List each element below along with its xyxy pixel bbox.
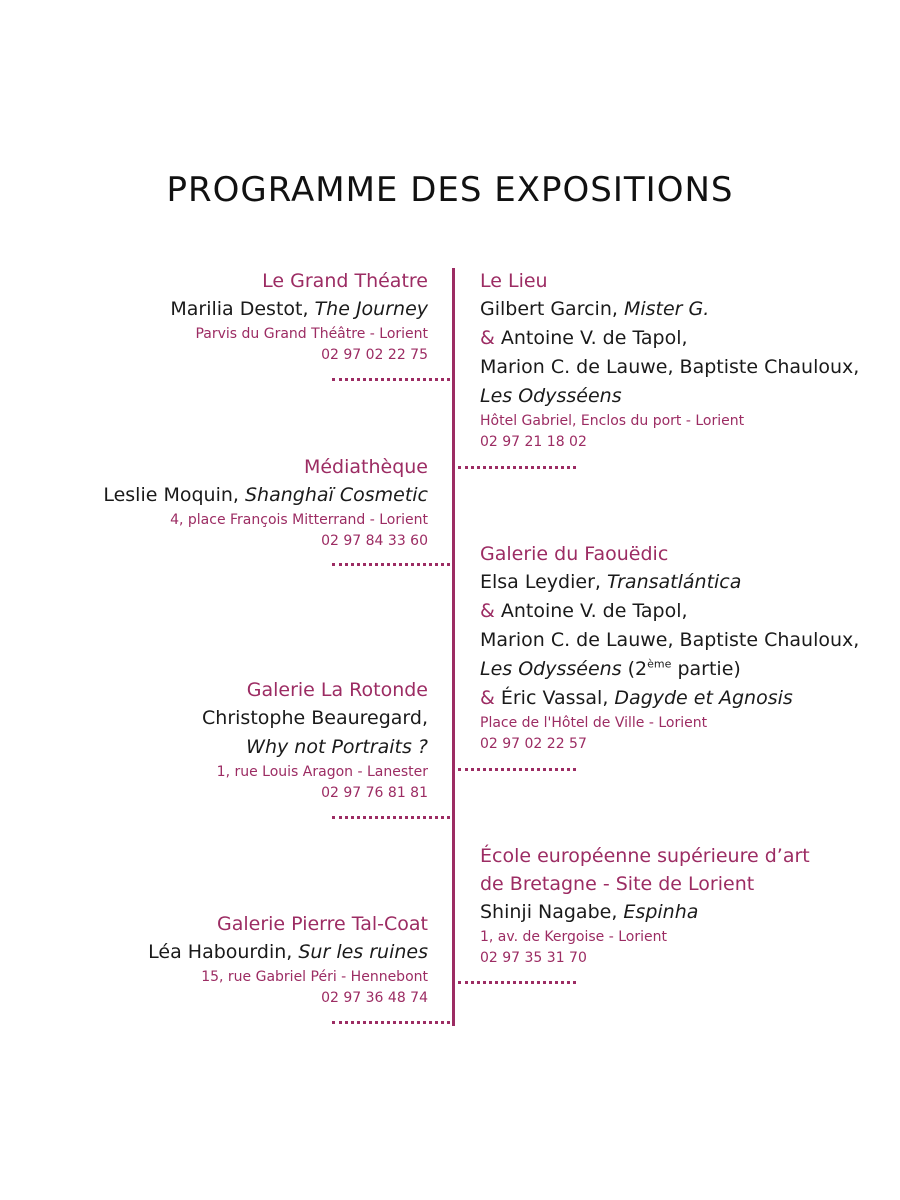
dotted-connector — [458, 768, 576, 771]
page-title: PROGRAMME DES EXPOSITIONS — [166, 170, 734, 210]
artist-line — [480, 324, 859, 353]
venue-phone: 02 97 21 18 02 — [480, 434, 587, 450]
venue-name: Le Lieu — [480, 270, 548, 292]
artist-line — [480, 568, 859, 597]
venue-address: Place de l'Hôtel de Ville - Lorient — [480, 715, 708, 731]
work-title: Mister G. — [623, 298, 710, 320]
artist-name: Éric Vassal, — [494, 687, 615, 709]
venue-phone: 02 97 35 31 70 — [480, 950, 587, 966]
work-title: Shanghaï Cosmetic — [244, 484, 428, 506]
timeline-vertical-line — [452, 268, 455, 1026]
artist-line — [103, 481, 428, 510]
venue-name: Galerie du Faouëdic — [480, 543, 669, 565]
venue-phone: 02 97 02 22 75 — [321, 347, 428, 363]
venue-phone: 02 97 02 22 57 — [480, 736, 587, 752]
exhibition-la-rotonde — [202, 676, 428, 804]
artist-name: Gilbert Garcin, — [480, 298, 624, 320]
venue-name: École européenne supérieure d’art — [480, 845, 810, 867]
artist-name: Shinji Nagabe, — [480, 901, 624, 923]
artist-line — [480, 684, 859, 713]
ampersand: & — [480, 600, 495, 622]
work-title: Les Odysséens — [480, 658, 622, 680]
venue-name-continued: de Bretagne - Site de Lorient — [480, 873, 755, 895]
venue-address: 15, rue Gabriel Péri - Hennebont — [201, 969, 428, 985]
dotted-connector — [458, 466, 576, 469]
artist-line — [148, 938, 428, 967]
venue-name: Galerie Pierre Tal-Coat — [217, 913, 428, 935]
artist-name: Christophe Beauregard, — [202, 707, 428, 729]
venue-address: 4, place François Mitterrand - Lorient — [170, 512, 428, 528]
venue-name: Médiathèque — [303, 456, 428, 478]
part-open: (2 — [621, 658, 648, 680]
artist-name: Elsa Leydier, — [480, 571, 607, 593]
dotted-connector — [332, 1021, 450, 1024]
dotted-connector — [332, 563, 450, 566]
venue-address: Parvis du Grand Théâtre - Lorient — [195, 326, 428, 342]
artist-name: Marilia Destot, — [170, 298, 315, 320]
artist-name: Léa Habourdin, — [148, 941, 299, 963]
work-title: Dagyde et Agnosis — [614, 687, 793, 709]
work-title: The Journey — [314, 298, 428, 320]
venue-address: 1, av. de Kergoise - Lorient — [480, 929, 667, 945]
artist-line — [170, 295, 428, 324]
venue-phone: 02 97 84 33 60 — [321, 533, 428, 549]
venue-phone: 02 97 76 81 81 — [321, 785, 428, 801]
artist-names: Antoine V. de Tapol, — [494, 600, 688, 622]
artist-names: Marion C. de Lauwe, Baptiste Chauloux, — [480, 356, 860, 378]
part-close: partie) — [671, 658, 741, 680]
dotted-connector — [332, 816, 450, 819]
artist-line — [480, 295, 859, 324]
work-title: Les Odysséens — [480, 385, 622, 407]
ampersand: & — [480, 327, 495, 349]
exhibition-galerie-faouedic — [480, 540, 859, 755]
artist-line — [480, 597, 859, 626]
exhibition-pierre-tal-coat — [148, 910, 428, 1009]
venue-address: 1, rue Louis Aragon - Lanester — [216, 764, 428, 780]
artist-names: Marion C. de Lauwe, Baptiste Chauloux, — [480, 629, 860, 651]
dotted-connector — [458, 981, 576, 984]
work-title: Sur les ruines — [298, 941, 428, 963]
exhibition-mediatheque — [103, 453, 428, 552]
exhibition-grand-theatre — [170, 267, 428, 366]
work-line — [480, 655, 859, 684]
ordinal-suffix: ème — [647, 657, 672, 671]
exhibition-ecole-art-bretagne — [480, 842, 810, 969]
ampersand: & — [480, 687, 495, 709]
venue-phone: 02 97 36 48 74 — [321, 990, 428, 1006]
work-title: Why not Portraits ? — [246, 736, 428, 758]
artist-name: Leslie Moquin, — [103, 484, 245, 506]
venue-name: Galerie La Rotonde — [246, 679, 428, 701]
venue-name: Le Grand Théatre — [262, 270, 428, 292]
venue-address: Hôtel Gabriel, Enclos du port - Lorient — [480, 413, 745, 429]
exhibition-le-lieu — [480, 267, 859, 453]
dotted-connector — [332, 378, 450, 381]
work-title: Transatlántica — [606, 571, 742, 593]
work-title: Espinha — [623, 901, 699, 923]
artist-line — [480, 898, 810, 927]
artist-names: Antoine V. de Tapol, — [494, 327, 688, 349]
